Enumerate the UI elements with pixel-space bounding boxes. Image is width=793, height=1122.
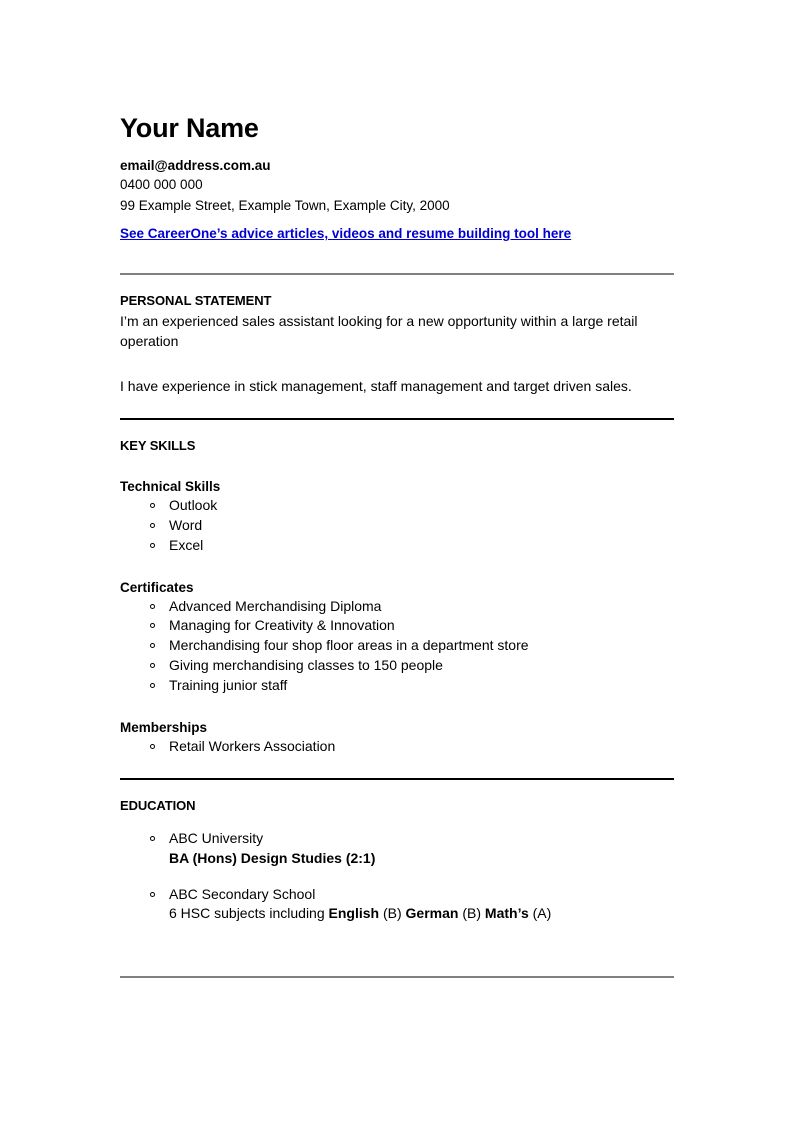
list-item: Giving merchandising classes to 150 people <box>120 656 674 676</box>
key-skills-heading: KEY SKILLS <box>120 437 196 453</box>
page-title: Your Name <box>120 113 259 143</box>
list-item: Outlook <box>120 496 674 516</box>
education-qualification: BA (Hons) Design Studies (2:1) <box>169 849 376 866</box>
education-institution: ABC University <box>169 829 264 846</box>
list-item <box>120 885 674 925</box>
list-item: Advanced Merchandising Diploma <box>120 597 674 617</box>
technical-skills-subheading: Technical Skills <box>120 478 221 494</box>
education-list <box>120 829 674 925</box>
resume-document <box>120 0 674 978</box>
list-item: Retail Workers Association <box>120 737 674 757</box>
divider-education <box>120 778 674 780</box>
memberships-list <box>120 737 674 757</box>
contact-email: email@address.com.au <box>120 157 271 173</box>
education-subjects-prefix: 6 HSC subjects including <box>169 905 329 922</box>
personal-statement-paragraph-1: I’m an experienced sales assistant looking for a new opportunity within a large retail operation <box>120 313 638 350</box>
education-subject-2: German <box>405 905 459 922</box>
list-item: Merchandising four shop floor areas in a department store <box>120 636 674 656</box>
divider-key-skills <box>120 418 674 420</box>
contact-address: 99 Example Street, Example Town, Example City, 2000 <box>120 198 450 214</box>
careerone-advice-link[interactable]: See CareerOne’s advice articles, videos and resume building tool here <box>120 226 572 242</box>
certificates-subheading: Certificates <box>120 579 194 595</box>
divider-top <box>120 273 674 275</box>
list-item: Excel <box>120 536 674 556</box>
technical-skills-list <box>120 496 674 556</box>
education-grade-2: (B) <box>458 905 485 922</box>
divider-bottom <box>120 976 674 978</box>
education-institution: ABC Secondary School <box>169 885 316 902</box>
list-item: Word <box>120 516 674 536</box>
education-subjects <box>169 904 674 924</box>
personal-statement-heading: PERSONAL STATEMENT <box>120 293 272 309</box>
personal-statement-section <box>120 293 674 396</box>
personal-statement-paragraph-2: I have experience in stick management, staff management and target driven sales. <box>120 377 632 394</box>
memberships-subheading: Memberships <box>120 719 208 735</box>
education-grade-1: (B) <box>379 905 406 922</box>
list-item: Managing for Creativity & Innovation <box>120 616 674 636</box>
education-section <box>120 798 674 925</box>
education-grade-3: (A) <box>528 905 552 922</box>
key-skills-section <box>120 438 674 757</box>
certificates-list <box>120 597 674 696</box>
education-heading: EDUCATION <box>120 797 196 813</box>
list-item: Training junior staff <box>120 676 674 696</box>
education-subject-3: Math’s <box>484 905 529 922</box>
list-item <box>120 829 674 869</box>
education-subject-1: English <box>328 905 380 922</box>
header-block <box>120 0 674 243</box>
contact-phone: 0400 000 000 <box>120 177 203 193</box>
